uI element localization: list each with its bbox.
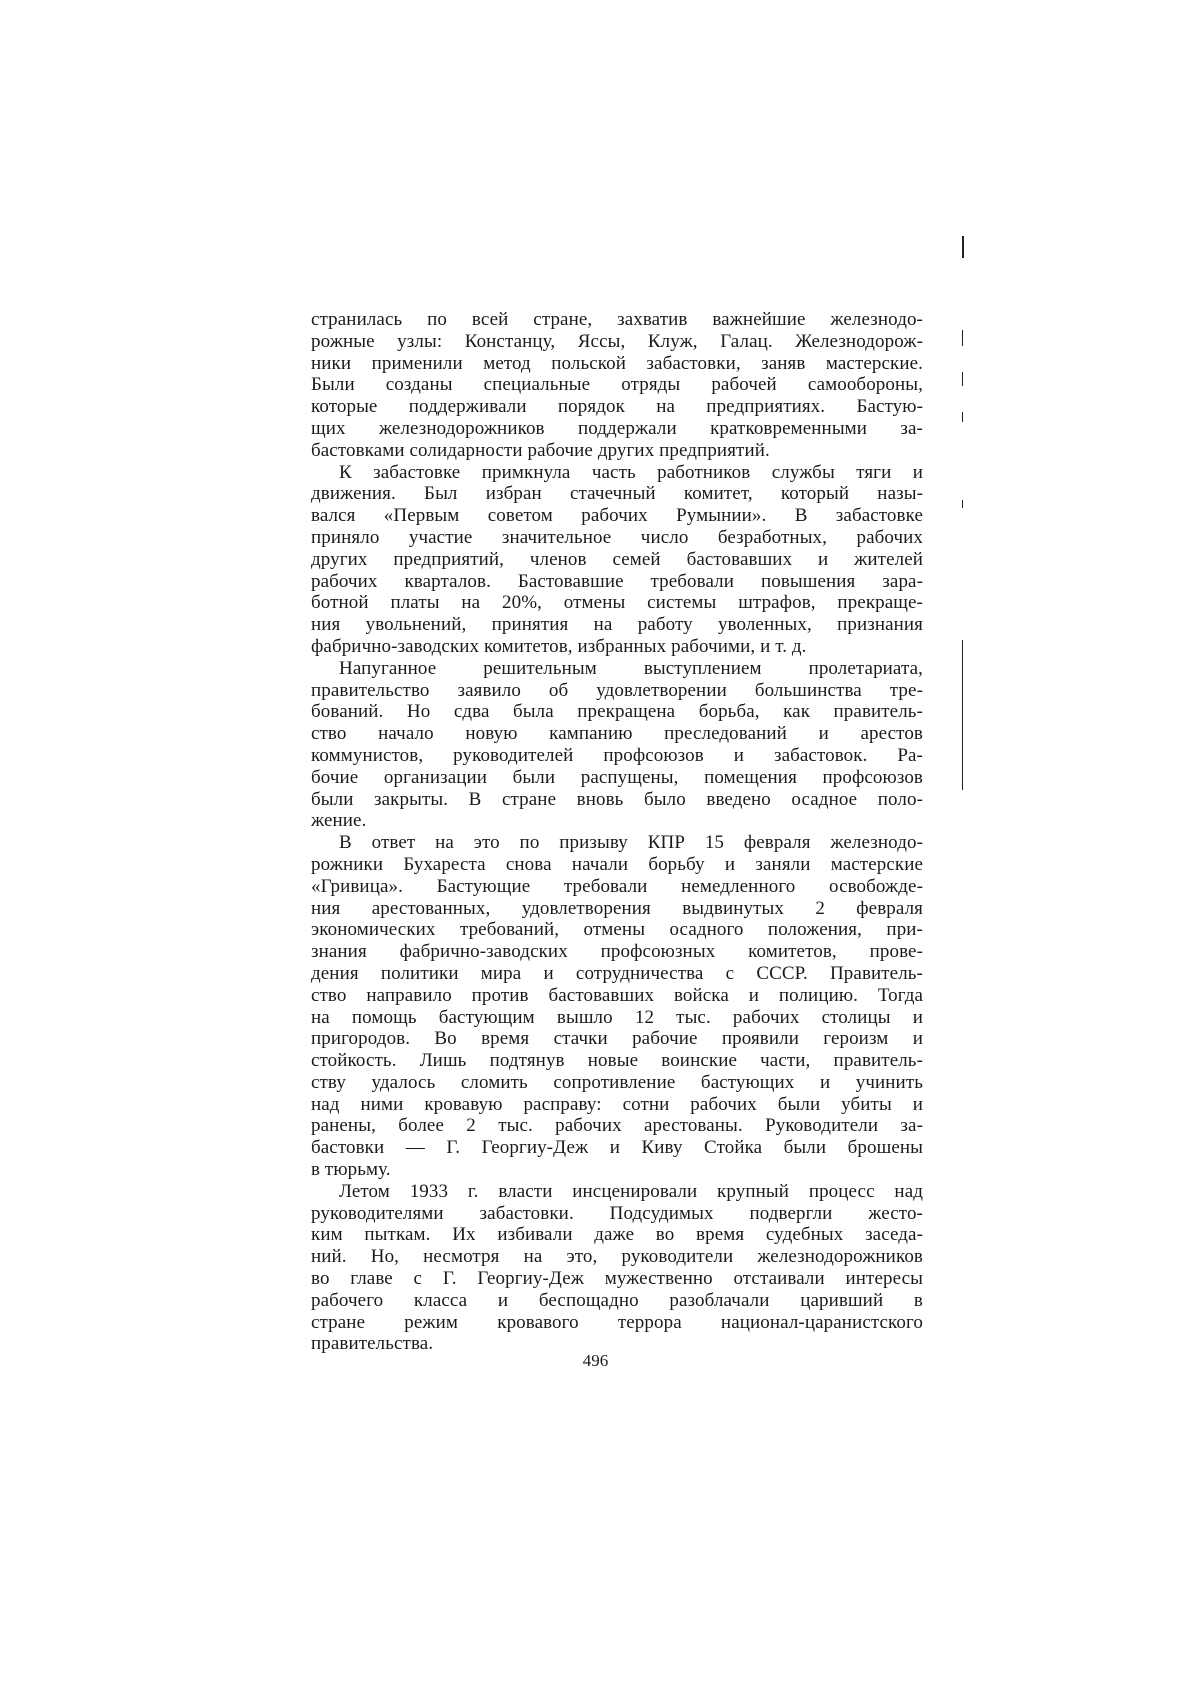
paragraph [311, 1181, 923, 1355]
text-line: Были созданы специальные отряды рабочей самообороны, [311, 374, 923, 396]
text-line: вался «Первым советом рабочих Румынии». В забастовке [311, 505, 923, 527]
text-line: правительства. [311, 1333, 434, 1355]
text-line: над ними кровавую расправу: сотни рабочих были убиты и [311, 1093, 923, 1115]
text-line: ству удалось сломить сопротивление бастующих и учинить [311, 1071, 923, 1093]
text-line: ботной платы на 20%, отмены системы штрафов, прекраще- [311, 592, 923, 614]
text-line: рожные узлы: Констанцу, Яссы, Клуж, Галац. Железнодорож- [311, 330, 923, 352]
text-line: «Гривица». Бастующие требовали немедленного освобожде- [311, 875, 923, 897]
paragraph [311, 658, 923, 832]
text-line: ния увольнений, принятия на работу уволенных, признания [311, 614, 923, 636]
text-line: приняло участие значительное число безработных, рабочих [311, 526, 923, 548]
text-line: Летом 1933 г. власти инсценировали крупный процесс над [339, 1180, 923, 1202]
paragraph [311, 832, 923, 1181]
text-line: бастовками солидарности рабочие других предприятий. [311, 439, 770, 461]
margin-mark [962, 500, 963, 508]
text-line: рабочих кварталов. Бастовавшие требовали повышения зара- [311, 570, 923, 592]
text-line: стойкость. Лишь подтянув новые воинские части, правитель- [311, 1050, 923, 1072]
text-line: правительство заявило об удовлетворении большинства тре- [311, 679, 923, 701]
text-line: ким пыткам. Их избивали даже во время судебных заседа- [311, 1224, 923, 1246]
paragraph [311, 309, 923, 462]
text-line: фабрично-заводских комитетов, избранных рабочими, и т. д. [311, 635, 807, 657]
margin-mark [962, 236, 964, 258]
text-line: ния арестованных, удовлетворения выдвинутых 2 февраля [311, 897, 923, 919]
text-line: стране режим кровавого террора национал-царанистского [311, 1311, 923, 1333]
text-line: странилась по всей стране, захватив важнейшие железнодо- [311, 309, 923, 330]
text-line: бастовки — Г. Георгиу-Деж и Киву Стойка были брошены [311, 1137, 923, 1159]
text-line: рабочего класса и беспощадно разоблачали царивший в [311, 1289, 923, 1311]
text-line: руководителями забастовки. Подсудимых подвергли жесто- [311, 1202, 923, 1224]
text-line: щих железнодорожников поддержали кратковременными за- [311, 417, 923, 439]
text-line: ство направило против бастовавших войска и полицию. Тогда [311, 984, 923, 1006]
text-line: пригородов. Во время стачки рабочие проявили героизм и [311, 1028, 923, 1050]
text-line: которые поддерживали порядок на предприятиях. Бастую- [311, 396, 923, 418]
margin-mark [962, 640, 963, 790]
text-line: бочие организации были распущены, помещения профсоюзов [311, 766, 923, 788]
text-line: в тюрьму. [311, 1159, 391, 1181]
margin-mark [962, 372, 963, 386]
text-line: коммунистов, руководителей профсоюзов и забастовок. Ра- [311, 744, 923, 766]
margin-mark [962, 330, 963, 346]
text-line: во главе с Г. Георгиу-Деж мужественно отстаивали интересы [311, 1268, 923, 1290]
text-line: рожники Бухареста снова начали борьбу и заняли мастерские [311, 853, 923, 875]
text-line: были закрыты. В стране вновь было введено осадное поло- [311, 788, 923, 810]
text-line: движения. Был избран стачечный комитет, который назы- [311, 483, 923, 505]
text-line: ство начало новую кампанию преследований и арестов [311, 723, 923, 745]
body-text [311, 309, 923, 1355]
text-line: ранены, более 2 тыс. рабочих арестованы. Руководители за- [311, 1115, 923, 1137]
text-line: других предприятий, членов семей бастовавших и жителей [311, 548, 923, 570]
text-line: ний. Но, несмотря на это, руководители железнодорожников [311, 1246, 923, 1268]
text-line: на помощь бастующим вышло 12 тыс. рабочих столицы и [311, 1006, 923, 1028]
text-line: экономических требований, отмены осадного положения, при- [311, 919, 923, 941]
text-line: ники применили метод польской забастовки, заняв мастерские. [311, 352, 923, 374]
text-line: К забастовке примкнула часть работников службы тяги и [339, 461, 923, 483]
page-number: 496 [582, 1351, 609, 1370]
margin-mark [962, 412, 963, 422]
text-line: жение. [311, 810, 367, 832]
text-line: дения политики мира и сотрудничества с СССР. Правитель- [311, 962, 923, 984]
text-line: Напуганное решительным выступлением пролетариата, [339, 657, 923, 679]
text-line: знания фабрично-заводских профсоюзных комитетов, прове- [311, 941, 923, 963]
text-line: бований. Но сдва была прекращена борьба, как правитель- [311, 701, 923, 723]
text-line: В ответ на это по призыву КПР 15 февраля железнодо- [339, 832, 923, 854]
paragraph [311, 462, 923, 658]
